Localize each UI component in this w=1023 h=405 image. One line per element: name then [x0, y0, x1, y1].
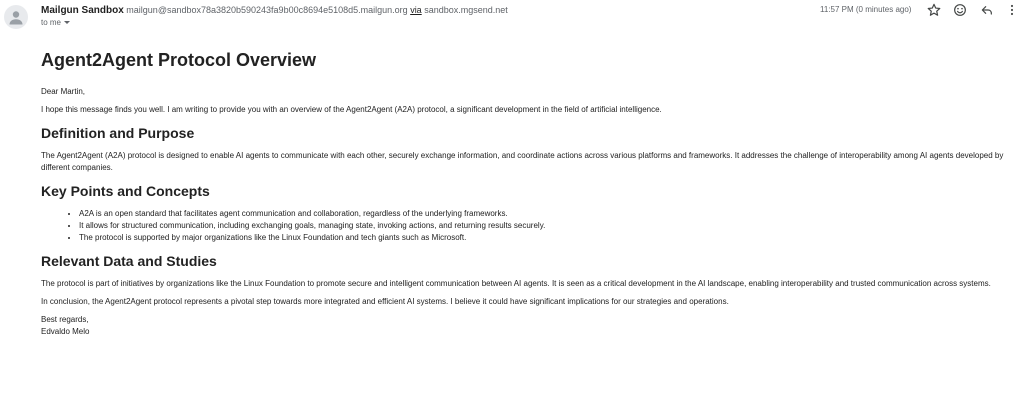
person-icon — [4, 5, 28, 29]
more-options-button[interactable] — [1006, 2, 1018, 18]
sender-avatar[interactable] — [4, 5, 28, 29]
recipient-label: to me — [41, 18, 62, 27]
sender-line — [41, 4, 508, 17]
definition-paragraph: The Agent2Agent (A2A) protocol is designed to enable AI agents to communicate with each other, securely exchange information, and coordinate actions across various platforms and frameworks. It addresses the challenge of interoperability among AI agents developed by different companies. — [41, 151, 1004, 172]
list-item: • It allows for structured communication, including exchanging goals, managing state, invoking actions, and returning results securely. — [79, 220, 1017, 232]
section-heading-definition: Definition and Purpose — [41, 125, 195, 141]
sender-email: mailgun@sandbox78a3820b590243fa9b00c8694e5108d5.mailgun.org — [126, 5, 408, 15]
section-heading-key-points: Key Points and Concepts — [41, 183, 210, 199]
message-body — [41, 48, 1017, 338]
sender-name[interactable]: Mailgun Sandbox — [41, 5, 124, 16]
more-vert-icon — [1006, 2, 1018, 18]
recipient-details-toggle[interactable] — [41, 17, 70, 29]
via-link[interactable]: via — [410, 5, 422, 15]
intro-paragraph: I hope this message finds you well. I am writing to provide you with an overview of the Agent2Agent (A2A) protocol, a significant development in the field of artificial intelligence. — [41, 105, 662, 114]
message-timestamp: 11:57 PM (0 minutes ago) — [820, 5, 912, 14]
signature-block — [41, 314, 1017, 338]
signature-name: Edvaldo Melo — [41, 327, 90, 336]
add-reaction-button[interactable] — [952, 2, 968, 18]
list-item: • A2A is an open standard that facilitates agent communication and collaboration, regardless of the underlying frameworks. — [79, 208, 1017, 220]
chevron-down-icon — [64, 21, 70, 24]
star-icon — [926, 2, 942, 18]
signoff: Best regards, — [41, 315, 89, 324]
message-header — [0, 0, 1023, 36]
section-heading-data-studies: Relevant Data and Studies — [41, 253, 217, 269]
greeting: Dear Martin, — [41, 87, 86, 96]
reply-button[interactable] — [979, 2, 995, 18]
key-points-list — [41, 208, 1017, 244]
data-studies-paragraph: The protocol is part of initiatives by organizations like the Linux Foundation to promote secure and intelligent communication between AI agents. It is seen as a critical development in the AI landscape, enabling interoperability and trusted communication across systems. — [41, 279, 991, 288]
star-button[interactable] — [926, 2, 942, 18]
via-domain: sandbox.mgsend.net — [424, 5, 508, 15]
emoji-icon — [952, 2, 968, 18]
list-item: • The protocol is supported by major organizations like the Linux Foundation and tech giants such as Microsoft. — [79, 232, 1017, 244]
email-title: Agent2Agent Protocol Overview — [41, 50, 317, 70]
conclusion-paragraph: In conclusion, the Agent2Agent protocol represents a pivotal step towards more integrated and efficient AI systems. I believe it could have significant implications for our strategies and operations. — [41, 297, 729, 306]
reply-icon — [979, 2, 995, 18]
